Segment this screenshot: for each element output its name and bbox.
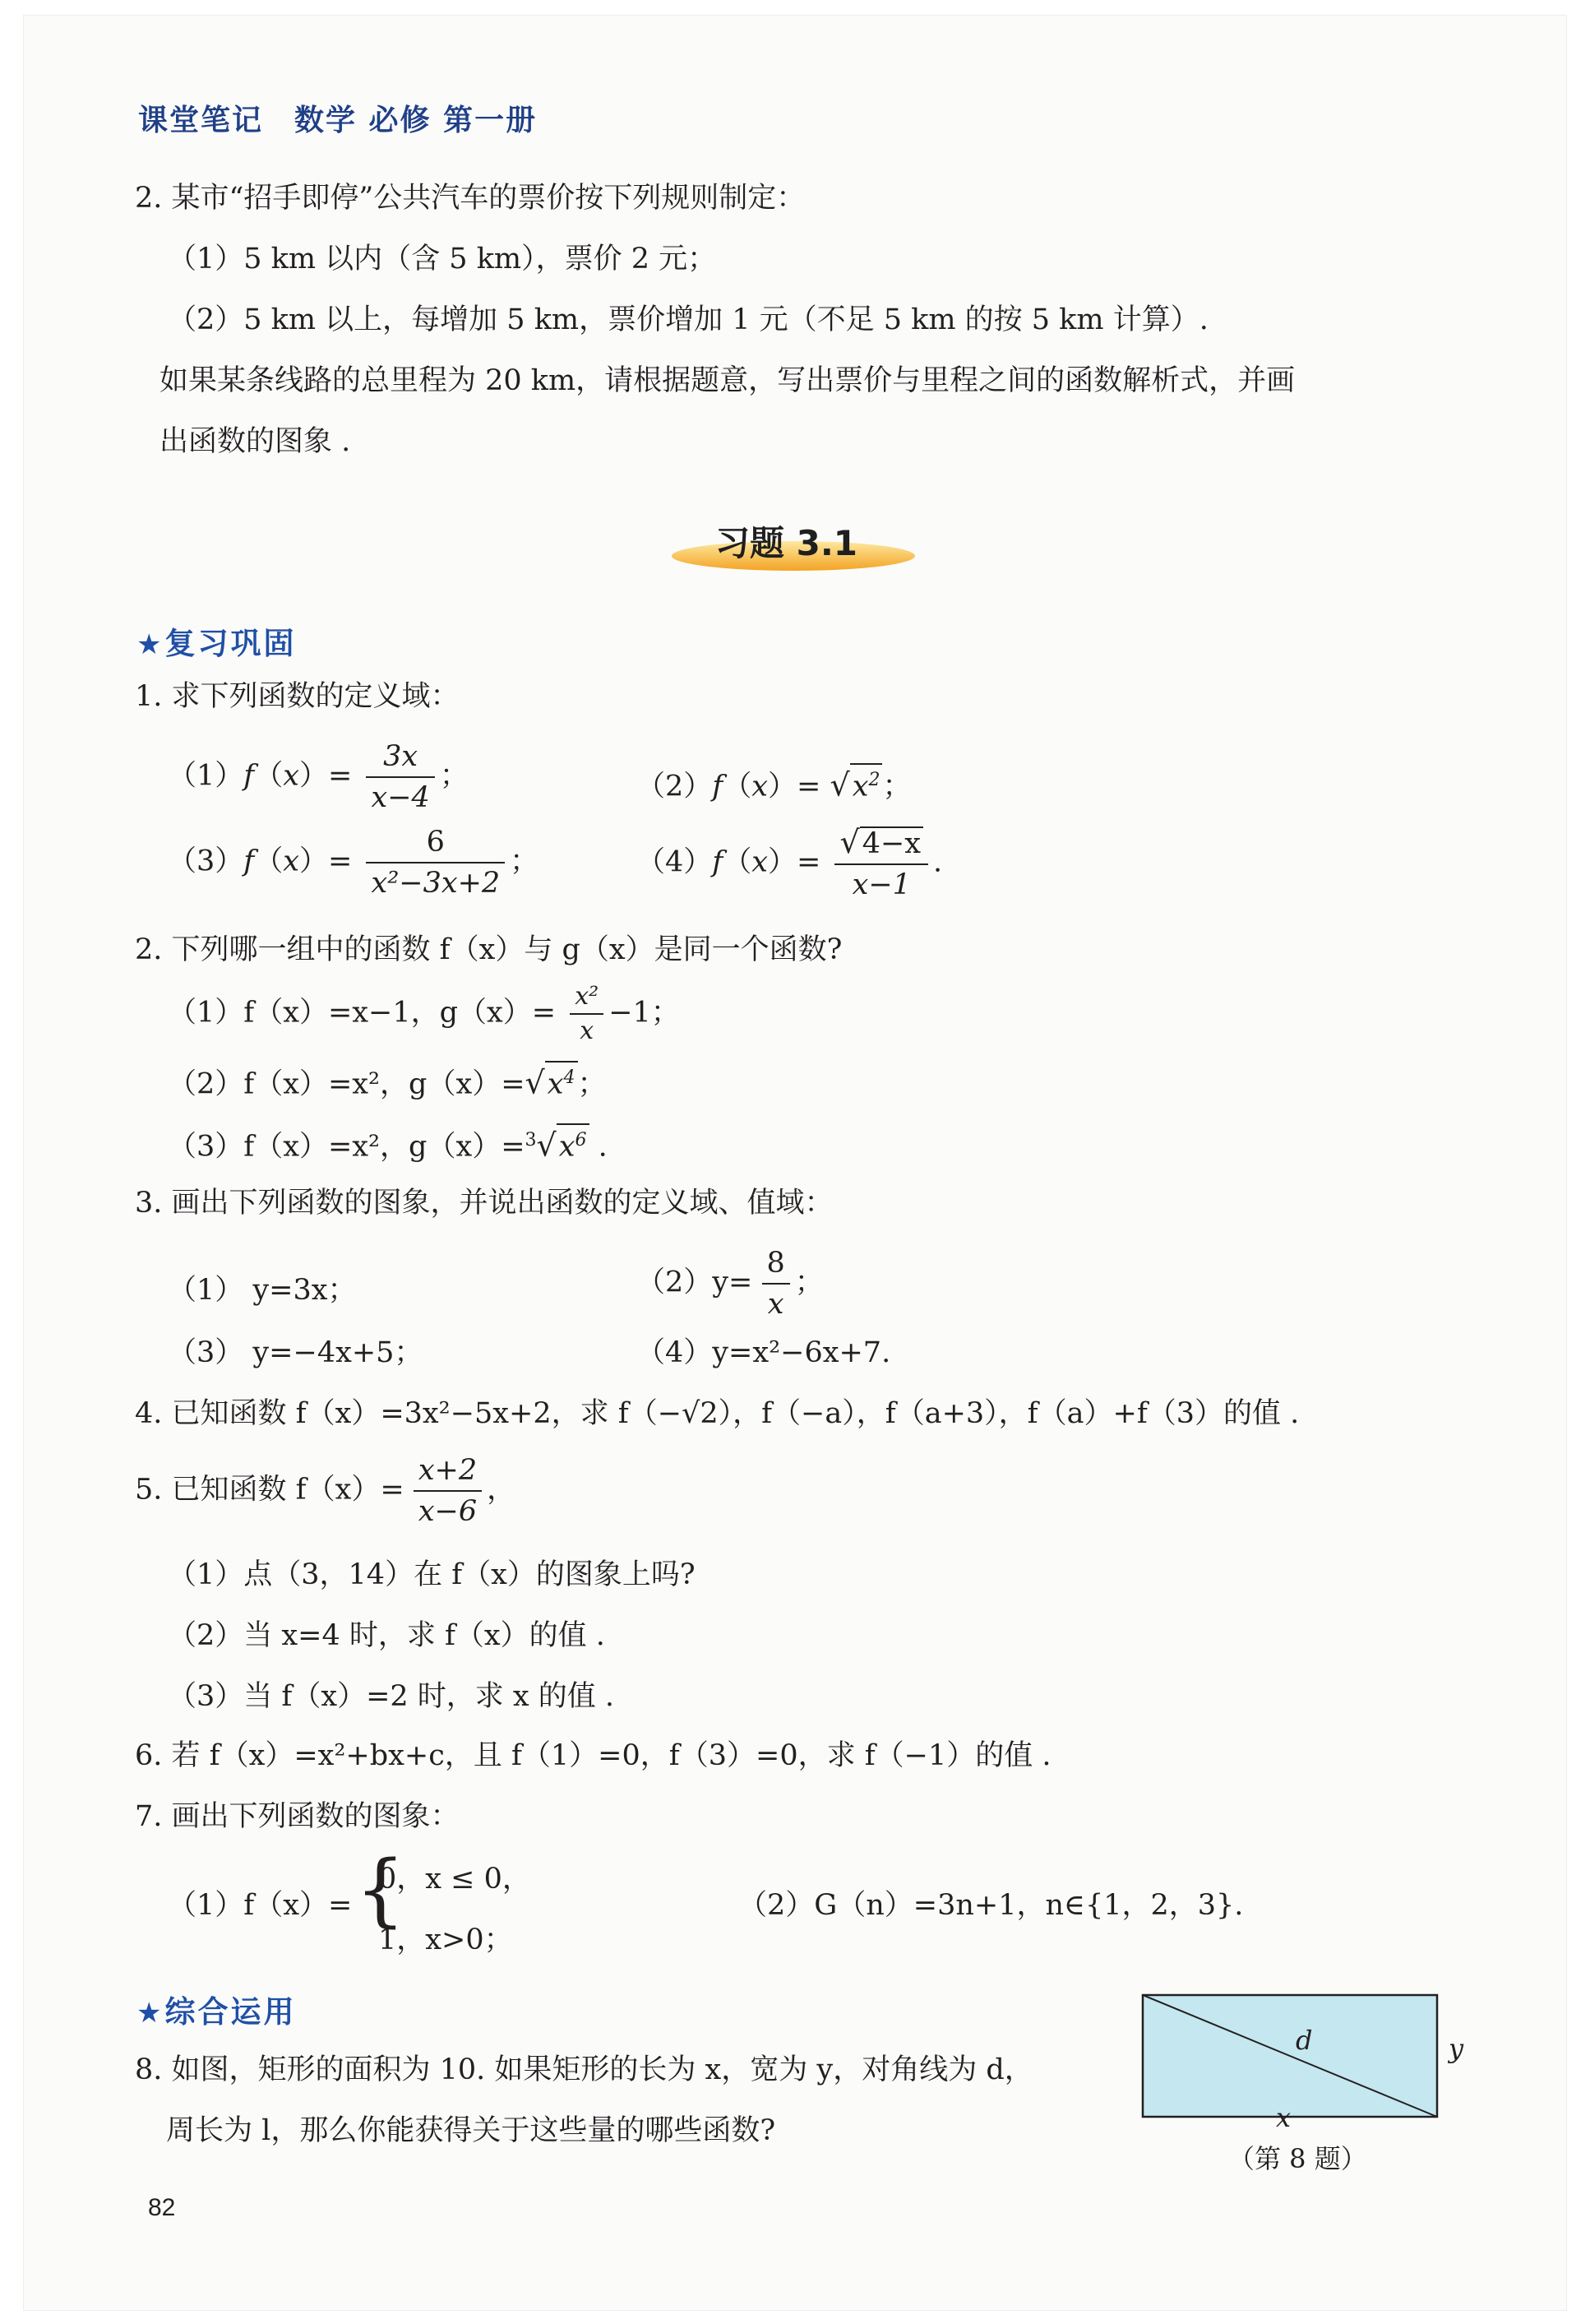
page-header: 课堂笔记 数学 必修 第一册 — [138, 104, 538, 137]
q5-c: （3）当 f（x）=2 时，求 x 的值 . — [168, 1680, 615, 1713]
q3-b-num: 8 — [766, 1247, 785, 1280]
q1-a-num: 3x — [383, 740, 418, 773]
q3-b-label: （2）y= — [636, 1266, 753, 1299]
q8-line1: 8. 如图，矩形的面积为 10. 如果矩形的长为 x，宽为 y，对角线为 d， — [135, 2053, 1033, 2086]
p2-rule1: （1）5 km 以内（含 5 km），票价 2 元； — [168, 243, 717, 275]
p2-ask-line1: 如果某条线路的总里程为 20 km，请根据题意，写出票价与里程之间的函数解析式，并画 — [159, 364, 1296, 397]
q3-c: （3） y=−4x+5； — [168, 1336, 423, 1369]
q3-b-fraction — [762, 1247, 790, 1321]
q1-d-num: 4−x — [860, 826, 923, 859]
q1-a: （1）f（x）= $\frac{3x}{x-4}$ ； — [168, 740, 469, 814]
p2-ask-line2: 出函数的图象 . — [159, 425, 351, 458]
q2-b-text: （2）f（x）=x²，g（x）= — [168, 1067, 525, 1101]
q7-b: （2）G（n）=3n+1，n∈{1，2，3}. — [738, 1889, 1244, 1922]
q2-a-text: （1）f（x）=x−1，g（x）= — [168, 996, 557, 1030]
q7-case2: 1，x>0； — [378, 1924, 513, 1956]
q5-title-text: 5. 已知函数 f（x）= — [135, 1473, 404, 1507]
figure-label-x: x — [1276, 2102, 1292, 2133]
q5-fraction — [414, 1454, 482, 1528]
q8-line2: 周长为 l，那么你能获得关于这些量的哪些函数? — [166, 2114, 776, 2147]
section-comprehensive — [136, 1987, 296, 2031]
q1-b-label: （2） — [636, 770, 713, 803]
star-icon: ★ — [136, 1997, 162, 2030]
q2-c-tail: . — [598, 1130, 608, 1164]
q1-d-label: （4） — [636, 845, 713, 879]
q1-a-fraction — [366, 740, 434, 814]
q1-title: 1. 求下列函数的定义域： — [135, 680, 460, 713]
q1-a-label: （1） — [168, 759, 244, 793]
q2-a-tail: −1； — [608, 996, 680, 1030]
q5-title: 5. 已知函数 f（x）= $\frac{x+2}{x-6}$ ， — [135, 1454, 516, 1528]
q3-d: （4）y=x²−6x+7. — [636, 1336, 891, 1369]
q2-title: 2. 下列哪一组中的函数 f（x）与 g（x）是同一个函数? — [135, 933, 843, 966]
p2-title: 2. 某市“招手即停”公共汽车的票价按下列规则制定： — [135, 182, 806, 215]
q2-c-text: （3）f（x）=x²，g（x）= — [168, 1130, 525, 1164]
q1-a-den: x−4 — [366, 776, 434, 814]
q7-a-label: （1）f（x）= — [168, 1889, 353, 1922]
q5-a: （1）点（3，14）在 f（x）的图象上吗? — [168, 1558, 696, 1591]
q2-b: （2）f（x）=x²，$g(x)=√x^4$； — [168, 1061, 607, 1104]
p2-rule2: （2）5 km 以上，每增加 5 km，票价增加 1 元（不足 5 km 的按 5 km 计算）. — [168, 303, 1209, 336]
q1-c-fraction — [366, 826, 505, 900]
star-icon: ★ — [136, 628, 162, 661]
q7-title: 7. 画出下列函数的图象： — [135, 1800, 460, 1833]
section-review — [136, 618, 296, 663]
q2-c: （3）f（x）=x²，$g(x)=^3√x^6$ . — [168, 1122, 608, 1166]
q2-a-den: x — [570, 1013, 603, 1044]
rectangle-figure — [1135, 1987, 1455, 2151]
q2-b-tail: ； — [577, 1067, 607, 1101]
figure-label-y: y — [1449, 2033, 1464, 2064]
section-review-label: 复习巩固 — [164, 626, 297, 661]
q2-a — [168, 984, 680, 1044]
q2-a-fraction — [570, 984, 603, 1044]
q1-d-fraction: $\frac{√4-x}{x-1}$ — [834, 826, 928, 901]
q1-c-label: （3） — [168, 845, 244, 878]
exercise-title: 习题 3.1 — [715, 523, 858, 563]
q5-num: x+2 — [418, 1454, 478, 1487]
q2-a-num: x² — [575, 982, 599, 1011]
figure-caption: （第 8 题） — [1228, 2143, 1367, 2174]
q1-c-num: 6 — [426, 826, 445, 859]
q4: 4. 已知函数 f（x）=3x²−5x+2，求 f（−√2），f（−a），f（a+3），f（a）+f（3）的值 . — [135, 1397, 1300, 1430]
q3-a: （1） y=3x； — [168, 1274, 357, 1307]
page-number: 82 — [148, 2194, 176, 2221]
q3-title: 3. 画出下列函数的图象，并说出函数的定义域、值域： — [135, 1187, 834, 1220]
q6: 6. 若 f（x）=x²+bx+c，且 f（1）=0，f（3）=0，求 f（−1）的值 . — [135, 1739, 1052, 1772]
q3-b-den: x — [762, 1283, 790, 1321]
q7-case1: 0，x ≤ 0， — [378, 1863, 531, 1896]
q5-b: （2）当 x=4 时，求 f（x）的值 . — [168, 1619, 605, 1652]
section-comprehensive-label: 综合运用 — [164, 1994, 297, 2030]
q1-c-den: x²−3x+2 — [366, 862, 505, 900]
q1-b: $(2)f(x)= √x^2$； — [636, 763, 911, 806]
figure-label-d: d — [1296, 2025, 1313, 2056]
q5-den: x−6 — [414, 1490, 482, 1528]
q1-d-den: x−1 — [834, 863, 928, 901]
q1-d: （4）f（x）= $\frac{√4-x}{x-1}$ . — [636, 824, 943, 901]
q3-b: （2）y= $\frac{8}{x}$ ； — [636, 1247, 824, 1321]
left-brace: { — [355, 1844, 406, 1936]
q1-c: （3）f（x）= $\frac{6}{\text{x²−3x+2}}$ ； — [168, 826, 539, 900]
